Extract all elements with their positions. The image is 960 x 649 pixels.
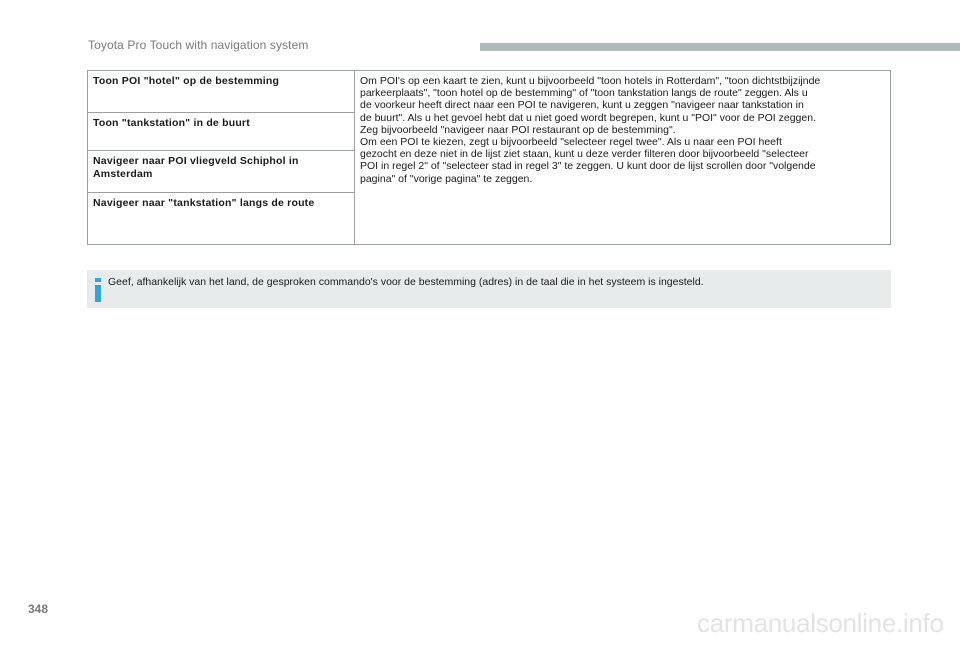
watermark: carmanualsonline.info: [697, 608, 944, 638]
command-cell: Navigeer naar POI vliegveld Schiphol in Amsterdam: [88, 151, 354, 193]
page-number: 348: [28, 602, 49, 616]
info-note: [87, 270, 891, 308]
header-divider-bar: [480, 43, 960, 51]
info-icon: [95, 278, 101, 302]
command-cell: Toon "tankstation" in de buurt: [88, 113, 354, 151]
command-column: [88, 71, 355, 244]
voice-command-table: [87, 70, 891, 245]
info-note-text: Geef, afhankelijk van het land, de gesproken commando's voor de bestemming (adres) in de taal die in het systeem is ingesteld.: [108, 276, 704, 288]
section-title: Toyota Pro Touch with navigation system: [88, 38, 309, 52]
command-cell: Navigeer naar "tankstation" langs de route: [93, 197, 315, 209]
command-description: Om POI's op een kaart te zien, kunt u bijvoorbeeld "toon hotels in Rotterdam", "toon dichtstbijzijnde parkeerplaats", "toon hotel op de bestemming" of "toon tankstation langs de route" zeggen. Als u de voorkeur heeft direct naar een POI te navigeren, kunt u zeggen "navigeer naar tankstation in de buurt". Als u het gevoel hebt dat u niet goed wordt begrepen, kunt u "POI" voor de POI zeggen. Zeg bijvoorbeeld "navigeer naar POI restaurant op de bestemming". Om een POI te kiezen, zegt u bijvoorbeeld "selecteer regel twee". Als u naar een POI heeft gezocht en deze niet in de lijst ziet staan, kunt u deze verder filteren door bijvoorbeeld "selecteer POI in regel 2" of "selecteer stad in regel 3" te zeggen. U kunt door de lijst scrollen door "volgende pagina" of "vorige pagina" te zeggen.: [360, 75, 821, 185]
command-cell: Toon POI "hotel" op de bestemming: [88, 71, 354, 113]
